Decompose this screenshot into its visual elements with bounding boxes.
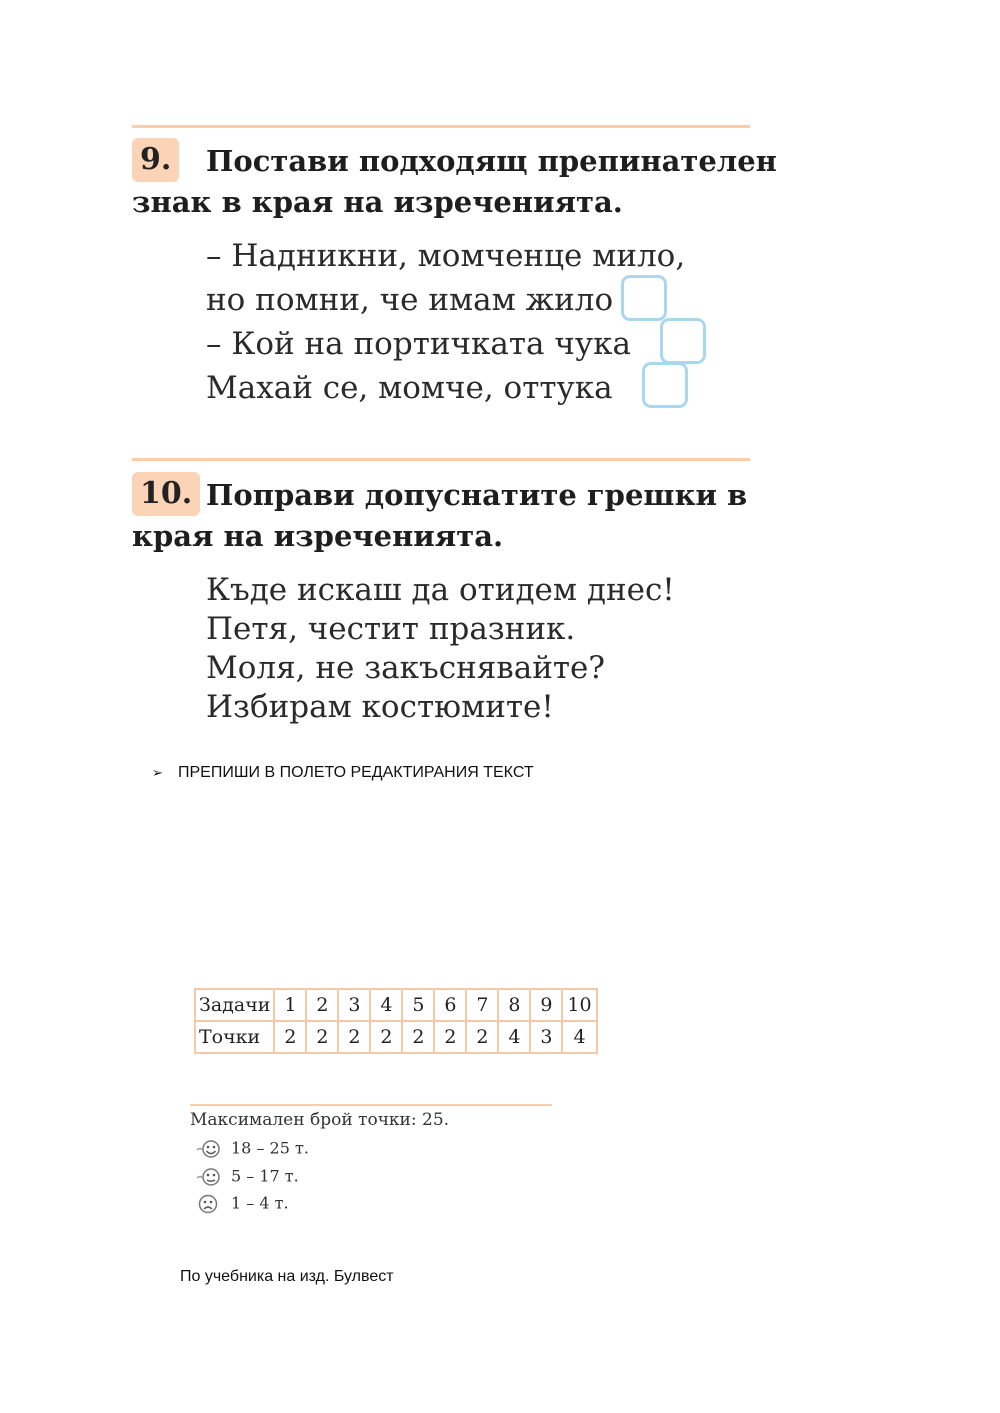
answer-box-2[interactable] [660, 318, 706, 364]
task10-title-line2: края на изреченията. [132, 519, 504, 553]
grade-range-high [195, 1138, 309, 1160]
score-table [194, 988, 598, 1054]
happy-face-icon [195, 1138, 221, 1160]
task-cell: 8 [498, 989, 530, 1021]
task9-number-badge: 9. [132, 138, 179, 182]
points-label: Точки [195, 1021, 274, 1053]
task-cell: 5 [402, 989, 434, 1021]
task10-title-line1: Поправи допуснатите грешки в [206, 478, 748, 512]
task10-sentence-4: Избирам костюмите! [206, 689, 554, 725]
max-points-text: Максимален брой точки: 25. [190, 1110, 450, 1130]
task-cell: 6 [434, 989, 466, 1021]
points-cell: 3 [530, 1021, 562, 1053]
tasks-row [195, 989, 597, 1021]
points-cell: 4 [498, 1021, 530, 1053]
task9-title-line1: Постави подходящ препинателен [206, 144, 777, 178]
task9-line-2: но помни, че имам жило [206, 282, 614, 318]
points-cell: 2 [402, 1021, 434, 1053]
grade-range-high-text: 18 – 25 т. [231, 1138, 309, 1158]
arrow-bullet-icon: ➢ [152, 765, 163, 780]
content-face-icon [195, 1166, 221, 1188]
points-cell: 2 [306, 1021, 338, 1053]
task-cell: 3 [338, 989, 370, 1021]
task9-title-line2: знак в края на изреченията. [132, 185, 623, 219]
task-cell: 9 [530, 989, 562, 1021]
points-cell: 2 [370, 1021, 402, 1053]
task10-sentence-2: Петя, честит празник. [206, 611, 576, 647]
grade-range-low-text: 1 – 4 т. [231, 1193, 289, 1213]
sad-face-icon [195, 1193, 221, 1215]
answer-box-1[interactable] [621, 275, 667, 321]
task9-line-4: Махай се, момче, оттука [206, 370, 613, 406]
task-cell: 7 [466, 989, 498, 1021]
points-cell: 4 [562, 1021, 596, 1053]
points-cell: 2 [338, 1021, 370, 1053]
grading-divider [190, 1104, 552, 1106]
task9-divider [132, 125, 750, 128]
instruction [152, 764, 534, 782]
points-row [195, 1021, 597, 1053]
task10-divider [132, 458, 750, 461]
grade-range-mid-text: 5 – 17 т. [231, 1166, 299, 1186]
answer-box-3[interactable] [642, 362, 688, 408]
task10-sentence-3: Моля, не закъснявайте? [206, 650, 606, 686]
task9-line-3: – Кой на портичката чука [206, 326, 631, 362]
points-cell: 2 [466, 1021, 498, 1053]
instruction-text: ПРЕПИШИ В ПОЛЕТО РЕДАКТИРАНИЯ ТЕКСТ [178, 764, 534, 781]
grade-range-mid [195, 1166, 299, 1188]
grade-range-low [195, 1193, 289, 1215]
task-cell: 1 [274, 989, 306, 1021]
tasks-label: Задачи [195, 989, 274, 1021]
points-cell: 2 [434, 1021, 466, 1053]
task-cell: 2 [306, 989, 338, 1021]
task-cell: 10 [562, 989, 596, 1021]
source-note: По учебника на изд. Булвест [180, 1268, 394, 1285]
task-cell: 4 [370, 989, 402, 1021]
task10-number-badge: 10. [132, 472, 200, 516]
task9-line-1: – Надникни, момченце мило, [206, 238, 686, 274]
points-cell: 2 [274, 1021, 306, 1053]
task10-sentence-1: Къде искаш да отидем днес! [206, 572, 675, 608]
